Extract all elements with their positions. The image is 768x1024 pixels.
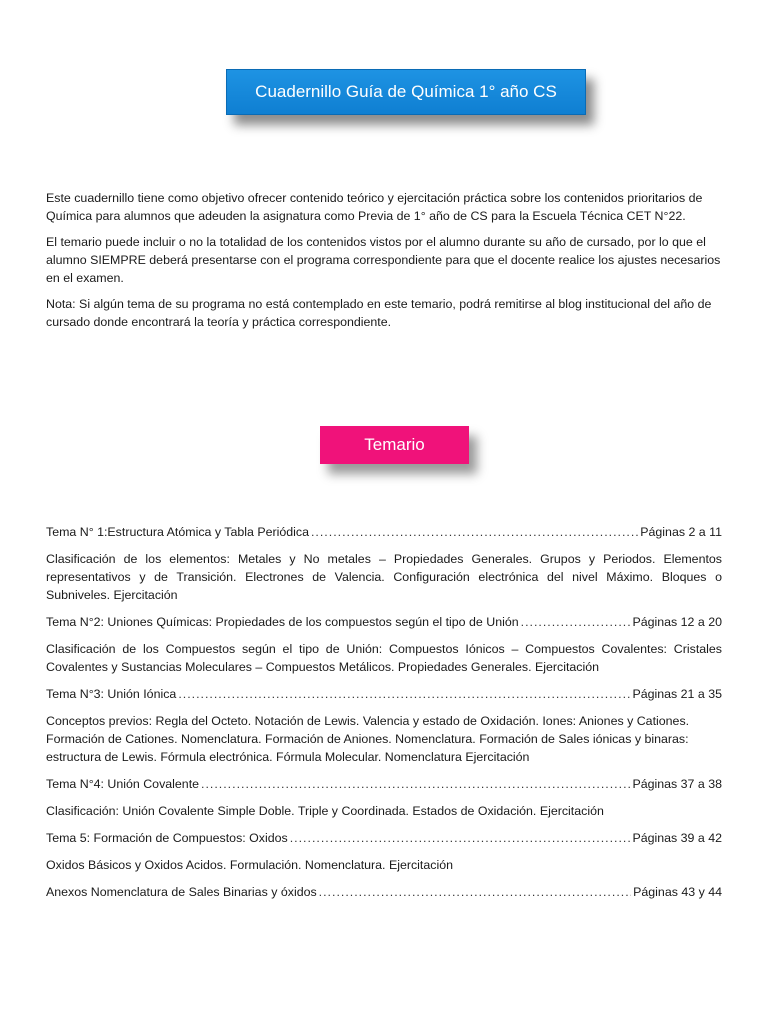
intro-section [46, 189, 722, 339]
toc-entry [46, 829, 722, 847]
intro-paragraph: El temario puede incluir o no la totalidad de los contenidos vistos por el alumno durante su año de cursado, por lo que el alumno SIEMPRE deberá presentarse con el programa correspondiente para que el docente realice los ajustes necesarios en el examen. [46, 235, 721, 285]
toc-entry-pages: Páginas 21 a 35 [632, 687, 722, 701]
toc-entry-anexos [46, 883, 722, 901]
toc-leader-dots [290, 829, 631, 847]
temario-heading: Temario [364, 435, 425, 454]
toc-leader-dots [201, 775, 630, 793]
toc-entry-pages: Páginas 43 y 44 [633, 885, 722, 899]
toc-entry-description: Clasificación de los elementos: Metales y No metales – Propiedades Generales. Grupos y Periodos. Elementos representativos y de Transición. Electrones de Valencia. Configuración electrónica del nivel Máximo. Bloques o Subniveles. Ejercitación [46, 552, 722, 602]
toc-entry-pages: Páginas 2 a 11 [640, 525, 722, 539]
toc-entry-title: Tema N°4: Unión Covalente [46, 777, 200, 791]
temario-list [46, 523, 722, 910]
toc-entry-description: Clasificación de los Compuestos según el tipo de Unión: Compuestos Iónicos – Compuestos Covalentes: Cristales Covalentes y Sustancias Moleculares – Compuestos Metálicos. Propiedades Generales. Ejercitación [46, 642, 722, 674]
toc-entry [46, 613, 722, 631]
document-title: Cuadernillo Guía de Química 1° año CS [255, 82, 557, 101]
toc-entry [46, 775, 722, 793]
toc-leader-dots [311, 523, 638, 541]
toc-leader-dots [521, 613, 631, 631]
intro-note: Nota: Si algún tema de su programa no está contemplado en este temario, podrá remitirse al blog institucional del año de cursado donde encontrará la teoría y práctica correspondiente. [46, 297, 712, 329]
toc-entry-description: Oxidos Básicos y Oxidos Acidos. Formulación. Nomenclatura. Ejercitación [46, 858, 453, 872]
toc-leader-dots [319, 883, 631, 901]
toc-entry [46, 523, 722, 541]
toc-entry-description: Clasificación: Unión Covalente Simple Doble. Triple y Coordinada. Estados de Oxidación. Ejercitación [46, 804, 604, 818]
toc-entry-title: Tema N°3: Unión Iónica [46, 687, 177, 701]
toc-entry-title: Tema N° 1:Estructura Atómica y Tabla Periódica [46, 525, 309, 539]
toc-leader-dots [178, 685, 630, 703]
toc-entry-title: Tema 5: Formación de Compuestos: Oxidos [46, 831, 288, 845]
toc-entry-pages: Páginas 39 a 42 [632, 831, 722, 845]
intro-paragraph: Este cuadernillo tiene como objetivo ofrecer contenido teórico y ejercitación práctica sobre los contenidos prioritarios de Química para alumnos que adeuden la asignatura como Previa de 1° año de CS para la Escuela Técnica CET N°22. [46, 191, 703, 223]
toc-entry-pages: Páginas 12 a 20 [632, 615, 722, 629]
toc-entry-pages: Páginas 37 a 38 [632, 777, 722, 791]
toc-entry-title: Anexos Nomenclatura de Sales Binarias y óxidos [46, 885, 317, 899]
toc-entry-title: Tema N°2: Uniones Químicas: Propiedades de los compuestos según el tipo de Unión [46, 615, 519, 629]
temario-banner [320, 426, 469, 464]
toc-entry-description: Conceptos previos: Regla del Octeto. Notación de Lewis. Valencia y estado de Oxidación. Iones: Aniones y Cationes. Formación de Cationes. Nomenclatura. Formación de Aniones. Nomenclatura. Formación de Sales iónicas y binaras: estructura de Lewis. Fórmula electrónica. Fórmula Molecular. Nomenclatura Ejercitación [46, 714, 690, 764]
toc-entry [46, 685, 722, 703]
document-title-banner [226, 69, 586, 115]
